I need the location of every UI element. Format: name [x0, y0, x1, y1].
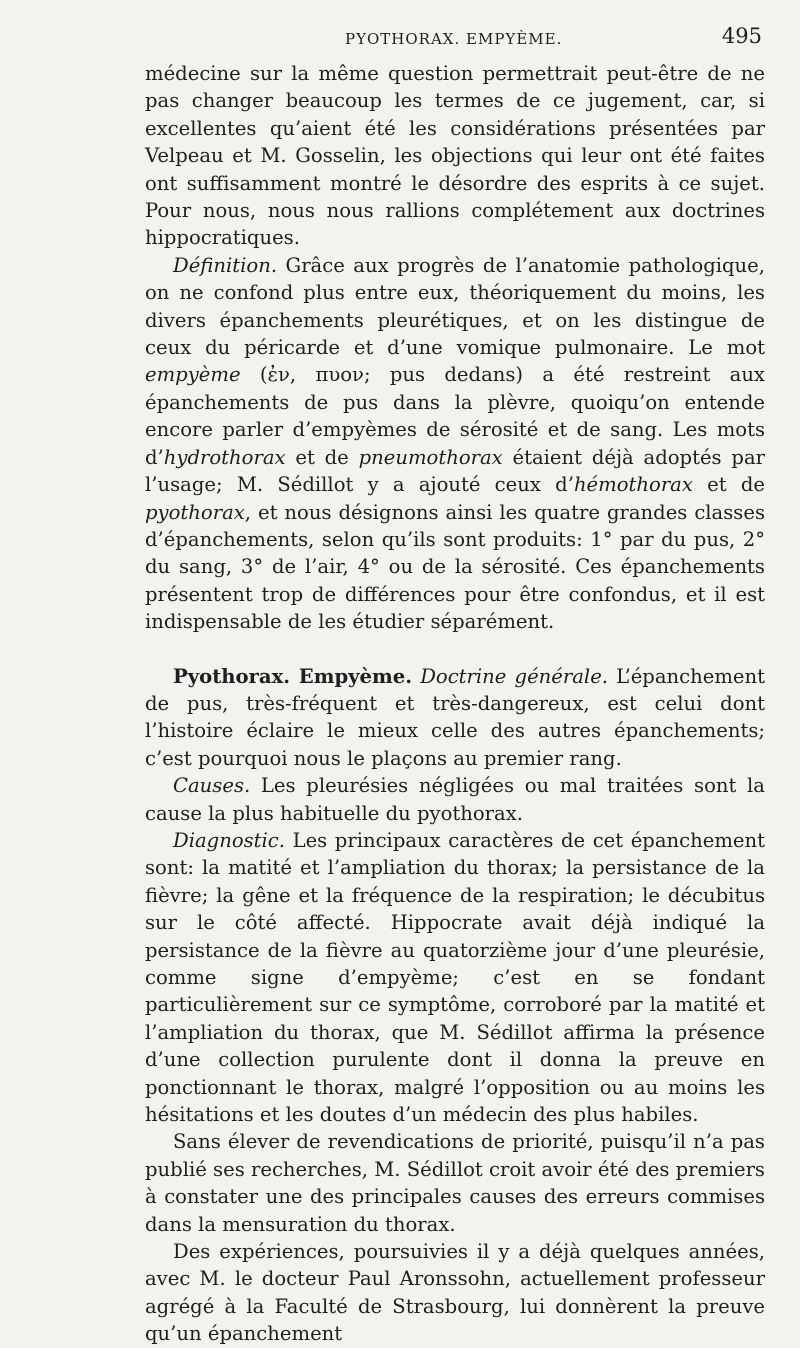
section-heading: Pyothorax. Empyème. [173, 664, 413, 688]
paragraph-experiences: Des expériences, poursuivies il y a déjà quelques années, avec M. le docteur Paul Aronssohn, actuellement professeur agrégé à la Faculté de Strasbourg, lui donnèrent la preuve qu’un épanchement [145, 1240, 765, 1346]
text-run: étaient déjà adoptés par l’usage; M. Sédillot y a ajouté ceux d’ [145, 445, 765, 497]
text-run: Les pleurésies négligées ou mal traitées sont la cause la plus habituelle du pyothorax. [145, 774, 765, 825]
term-pneumothorax: pneumothorax [358, 445, 503, 469]
text-run: et de [692, 473, 765, 497]
term-hydrothorax: hydrothorax [163, 445, 286, 469]
paragraph-continuation: médecine sur la même question permettrait peut-être de ne pas changer beaucoup les termes de ce jugement, car, si excellentes qu’aient été les considérations présentées par Velpeau et M. Gosselin, les objections qui leur ont été faites ont suffisamment montré le désordre des esprits à ce sujet. Pour nous, nous nous rallions complétement aux doctrines hippocratiques. [145, 62, 765, 250]
paragraph-priority: Sans élever de revendications de priorité, puisqu’il n’a pas publié ses recherches, M. Sédillot croit avoir été des premiers à constater une des principales causes des erreurs commises dans la mensuration du thorax. [145, 1130, 765, 1236]
text-run: , et nous désignons ainsi les quatre grandes classes d’épanchements, selon qu’ils sont produits: 1° par du pus, 2° du sang, 3° de l’air, 4° ou de la sérosité. Ces épanchements présentent trop de différences pour être confondus, et il est indispensable de les étudier séparément. [145, 500, 765, 634]
page-body [145, 60, 765, 1348]
diagnostic-heading: Diagnostic. [173, 828, 286, 852]
term-pyothorax: pyothorax [145, 500, 245, 524]
text-run: (ἐν, πυον; pus dedans) a été restreint aux épanchements de pus dans la plèvre, quoiqu’on entende encore parler d’empyèmes de sérosité et de sang. Les mots d’ [145, 363, 765, 469]
causes-heading: Causes. [173, 774, 251, 798]
term-hemothorax: hémothorax [573, 473, 693, 497]
definition-heading: Définition. [173, 253, 278, 277]
page-number: 495 [721, 24, 762, 48]
term-empyeme: empyème [145, 363, 241, 387]
paragraph-pyothorax [145, 663, 765, 773]
running-title: PYOTHORAX. EMPYÈME. [345, 30, 563, 48]
paragraph-definition [145, 252, 765, 636]
paragraph-diagnostic [145, 827, 765, 1128]
text-run: Les principaux caractères de cet épanchement sont: la matité et l’ampliation du thorax; la persistance de la fièvre; la gêne et la fréquence de la respiration; le décubitus sur le côté affecté. Hippocrate avait déjà indiqué la persistance de la fièvre au quatorzième jour d’une pleurésie, comme signe d’empyème; c’est en se fondant particulièrement sur ce symptôme, corroboré par la matité et l’ampliation du thorax, que M. Sédillot affirma la présence d’une collection purulente dont il donna la preuve en ponctionnant le thorax, malgré l’opposition ou au moins les hésitations et les doutes d’un médecin des plus habiles. [145, 828, 765, 1127]
text-run: L’épanchement de pus, très-fréquent et très-dangereux, est celui dont l’histoire éclaire le mieux celle des autres épanchements; c’est pourquoi nous le plaçons au premier rang. [145, 664, 765, 770]
text-run: Grâce aux progrès de l’anatomie pathologique, on ne confond plus entre eux, théoriquement du moins, les divers épanchements pleurétiques, et on les distingue de ceux du péricarde et d’une vomique pulmonaire. Le mot [145, 253, 765, 360]
paragraph-causes [145, 772, 765, 827]
subsection-heading: Doctrine générale. [420, 664, 609, 688]
text-run: et de [285, 445, 359, 469]
